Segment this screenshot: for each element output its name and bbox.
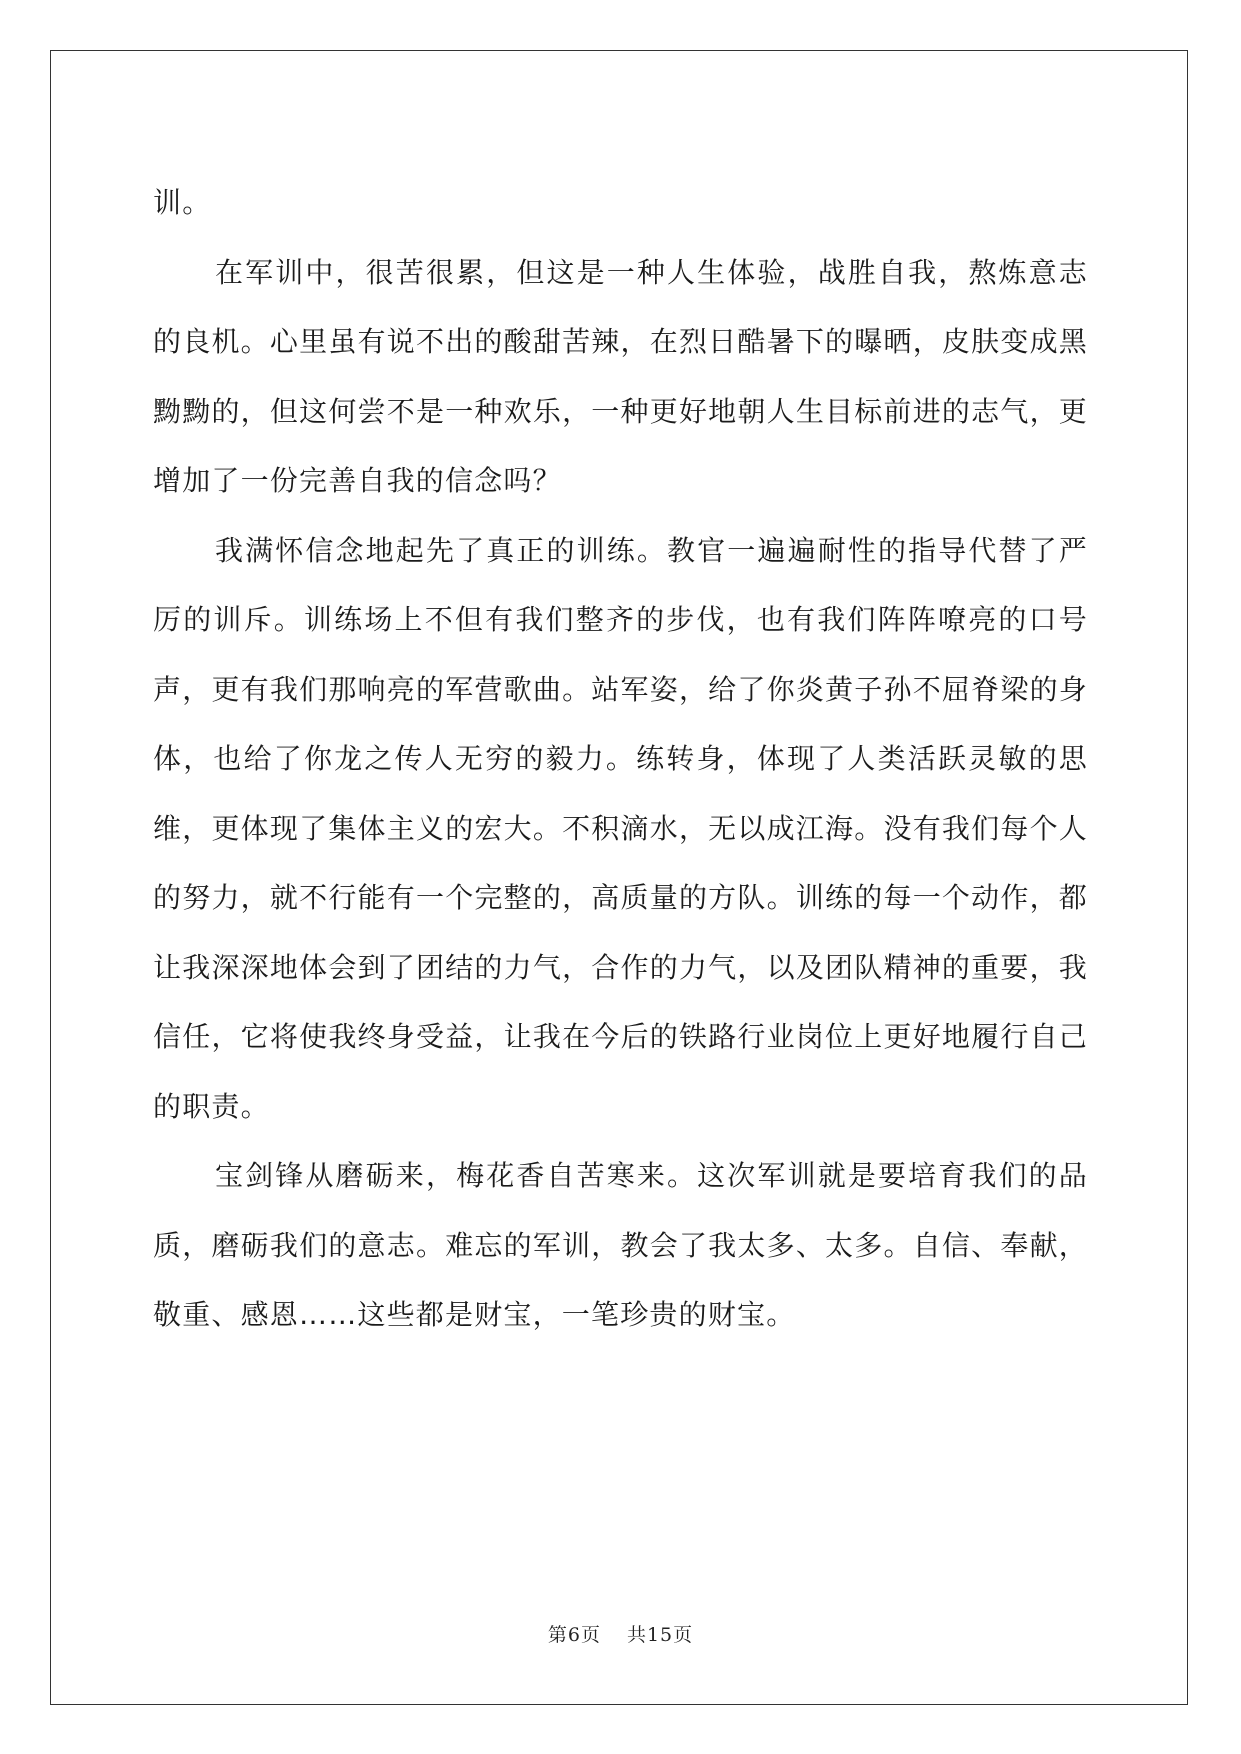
page-footer [0, 1620, 1241, 1647]
paragraph-2: 在军训中，很苦很累，但这是一种人生体验，战胜自我，熬炼意志的良机。心里虽有说不出的酸甜苦辣，在烈日酷暑下的曝晒，皮肤变成黑黝黝的，但这何尝不是一种欢乐，一种更好地朝人生目标前进的志气，更增加了一份完善自我的信念吗？ [153, 255, 1088, 497]
paragraph-4: 宝剑锋从磨砺来，梅花香自苦寒来。这次军训就是要培育我们的品质，磨砺我们的意志。难忘的军训，教会了我太多、太多。自信、奉献，敬重、感恩……这些都是财宝，一笔珍贵的财宝。 [153, 1159, 1088, 1331]
document-body [153, 168, 1088, 1350]
page-number: 第6页 [547, 1624, 601, 1646]
paragraph-3: 我满怀信念地起先了真正的训练。教官一遍遍耐性的指导代替了严厉的训斥。训练场上不但有我们整齐的步伐，也有我们阵阵嘹亮的口号声，更有我们那响亮的军营歌曲。站军姿，给了你炎黄子孙不屈脊梁的身体，也给了你龙之传人无穷的毅力。练转身，体现了人类活跃灵敏的思维，更体现了集体主义的宏大。不积滴水，无以成江海。没有我们每个人的努力，就不行能有一个完整的，高质量的方队。训练的每一个动作，都让我深深地体会到了团结的力气，合作的力气，以及团队精神的重要，我信任，它将使我终身受益，让我在今后的铁路行业岗位上更好地履行自己的职责。 [153, 533, 1088, 1123]
total-pages: 共15页 [626, 1624, 694, 1646]
paragraph-1: 训。 [153, 186, 212, 219]
